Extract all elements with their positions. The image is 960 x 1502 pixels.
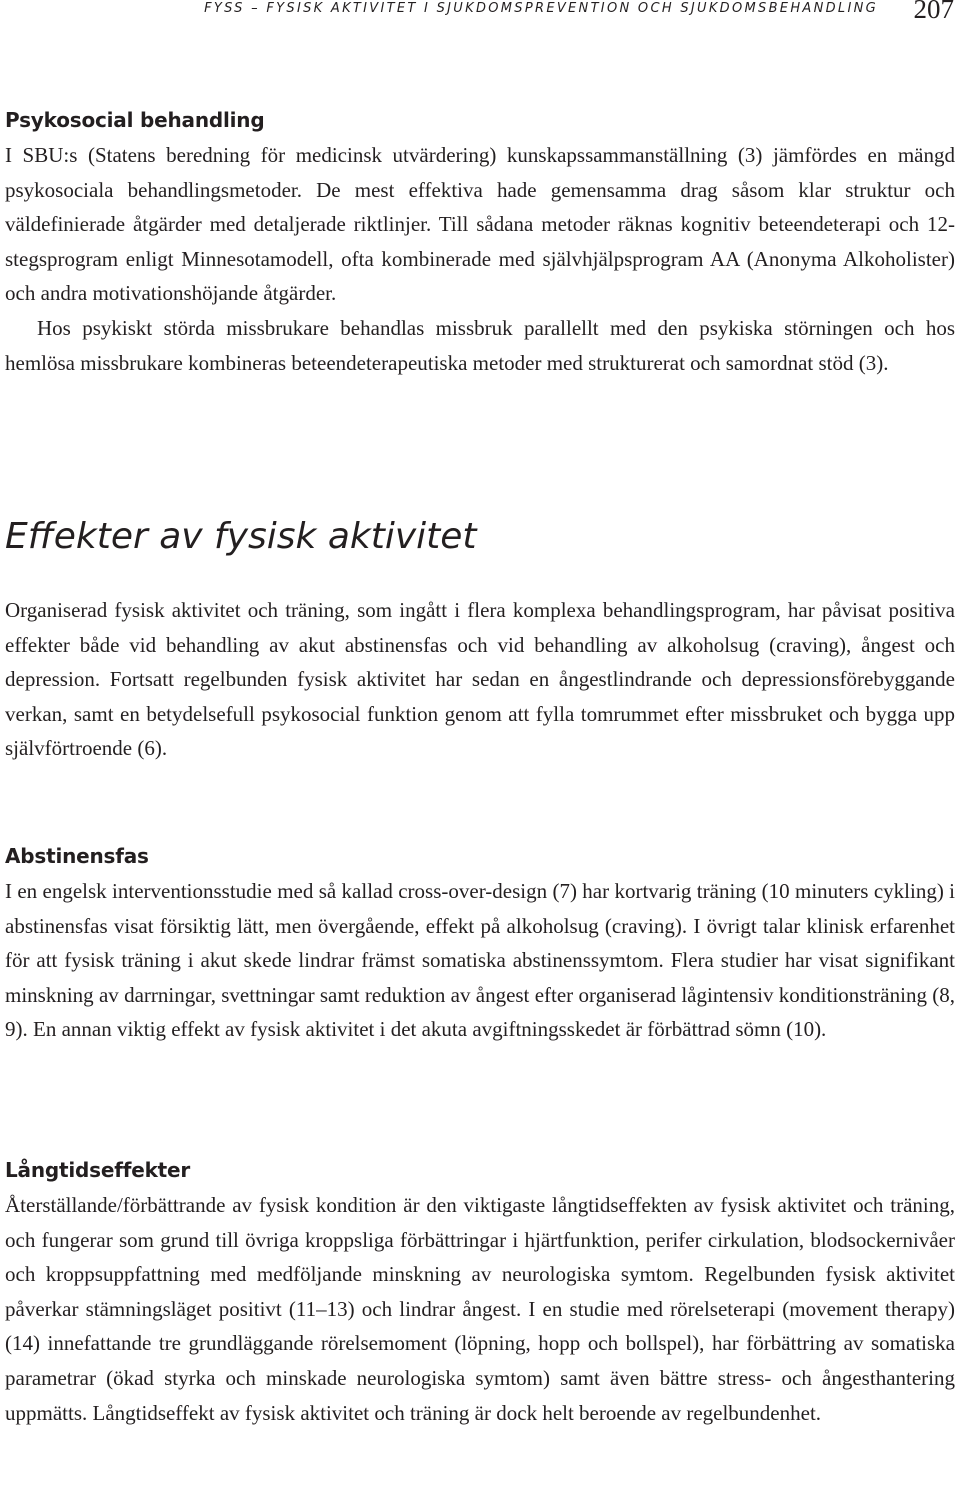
paragraph-psykosocial-1: I SBU:s (Statens beredning för medicinsk utvärdering) kunskapssammanställning (3) jämfördes en mängd psykosociala behandlingsmetoder. De mest effektiva hade gemensamma drag såsom klar struktur och väldefinierade åtgärder med detaljerade riktlinjer. Till sådana metoder räknas kognitiv beteendeterapi och 12-stegsprogram enligt Minnesotamodell, ofta kombinerade med självhjälpsprogram AA (Anonyma Alkoholister) och andra motivationshöjande åtgärder. <box>5 143 955 306</box>
section-abstinensfas-body <box>5 874 955 1047</box>
page-number: 207 <box>913 0 954 24</box>
section-psykosocial-body <box>5 138 955 380</box>
running-header <box>0 0 960 24</box>
heading-langtidseffekter: Långtidseffekter <box>5 1158 191 1182</box>
paragraph-psykosocial-2: Hos psykiskt störda missbrukare behandlas missbruk parallellt med den psykiska störningen och hos hemlösa missbrukare kombineras beteendeterapeutiska metoder med strukturerat och samordnat stöd (3). <box>5 315 955 375</box>
paragraph-effekter-1: Organiserad fysisk aktivitet och träning, som ingått i flera komplexa behandlingsprogram, har påvisat positiva effekter både vid behandling av akut abstinensfas och vid behandling av alkoholsug (craving), ångest och depression. Fortsatt regelbunden fysisk aktivitet har sedan en ångestlindrande och depressionsförebyggande verkan, samt en betydelsefull psykosocial funktion genom att fylla tomrummet efter missbruket och bygga upp självförtroende (6). <box>5 598 955 761</box>
chapter-heading-effekter: Effekter av fysisk aktivitet <box>5 516 477 557</box>
section-langtidseffekter-body <box>5 1188 955 1430</box>
section-effekter-body <box>5 593 955 766</box>
paragraph-abstinensfas-1: I en engelsk interventionsstudie med så kallad cross-over-design (7) har kortvarig träning (10 minuters cykling) i abstinensfas visat försiktig lätt, men övergående, effekt på alkoholsug (craving). I övrigt talar klinisk erfarenhet för att fysisk träning i akut skede lindrar främst somatiska abstinenssymtom. Flera studier har visat signifikant minskning av darrningar, svettningar samt reduktion av ångest efter organiserad lågintensiv konditionsträning (8, 9). En annan viktig effekt av fysisk aktivitet i det akuta avgiftningsskedet är förbättrad sömn (10). <box>5 879 955 1042</box>
heading-abstinensfas: Abstinensfas <box>5 844 149 868</box>
heading-psykosocial-behandling: Psykosocial behandling <box>5 108 265 132</box>
running-title: FYSS – FYSISK AKTIVITET I SJUKDOMSPREVENTION OCH SJUKDOMSBEHANDLING <box>204 1 878 16</box>
paragraph-langtidseffekter-1: Återställande/förbättrande av fysisk kondition är den viktigaste långtidseffekten av fysisk aktivitet och träning, och fungerar som grund till övriga kroppsliga förbättringar i hjärtfunktion, perifer cirkulation, blodsockernivåer och kroppsuppfattning med medföljande minskning av neurologiska symtom. Regelbunden fysisk aktivitet påverkar stämningsläget positivt (11–13) och lindrar ångest. I en studie med rörelseterapi (movement therapy) (14) innefattande tre grundläggande rörelsemoment (löpning, hopp och bollspel), har förbättring av somatiska parametrar (ökad styrka och minskade neurologiska symtom) samt även bättre stress- och ångesthantering uppmätts. Långtidseffekt av fysisk aktivitet och träning är dock helt beroende av regelbundenhet. <box>5 1193 955 1425</box>
